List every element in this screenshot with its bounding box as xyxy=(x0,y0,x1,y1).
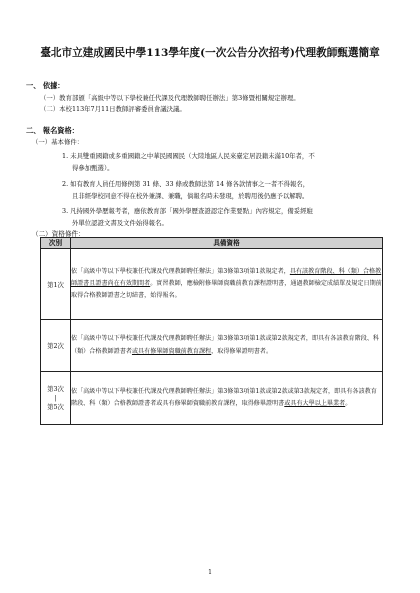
basic-item-3-line-1: 3. 凡持國外學歷報考者，應依教育部「國外學歷查證認定作業要點」內容規定，備妥經駐 xyxy=(62,207,313,215)
section-2-heading: 二、 報名資格： xyxy=(26,126,79,135)
page-number: 1 xyxy=(208,569,212,576)
row-3-text-a: 依「高級中等以下學校兼任代課及代理教師聘任辦法」第3條第3項第1款或第2款或第3款規定者，即具有各該教育階段、科（類）合格教師證書者或具有修畢師資職前教育課程，取得修畢證明書 xyxy=(71,387,377,407)
basic-item-1-line-1: 1. 未具雙重國籍或多重國籍之中華民國國民（大陸地區人民來臺定居設籍未滿10年者，不 xyxy=(62,152,315,160)
row-2-requirement xyxy=(71,320,383,372)
row-1-text-underlined: 具有該教育階段、科（類）合格教師證書且證書尚在有效期間者 xyxy=(71,267,382,287)
row-1-text-a: 依「高級中等以下學校兼任代課及代理教師聘任辦法」第3條第3項第1款規定者， xyxy=(71,267,290,275)
table-row xyxy=(41,320,383,372)
page-title: 臺北市立建成國民中學113學年度(一次公告分次招考)代理教師甄選簡章 xyxy=(40,47,380,59)
row-2-level: 第2次 xyxy=(41,320,71,372)
row-1-requirement xyxy=(71,249,383,320)
header-level: 次別 xyxy=(41,238,71,249)
row-3-level-start: 第3次 xyxy=(47,384,64,393)
row-3-text-underlined: 或具有大學以上畢業者 xyxy=(284,400,346,407)
header-qualification: 具備資格 xyxy=(71,238,383,249)
basis-item-2: （二）本校113年7月11日教師評審委員會議決議。 xyxy=(40,105,186,113)
basis-item-1: （一）教育部頒「高級中等以下學校兼任代課及代理教師聘任辦法」第3條暨相關規定辦理。 xyxy=(40,94,300,102)
section-1-heading: 一、 依據： xyxy=(26,81,65,90)
row-1-level: 第1次 xyxy=(41,249,71,320)
row-3-level-separator: | xyxy=(54,393,57,402)
row-2-text-b: ，取得修畢證明書者。 xyxy=(211,347,273,355)
row-3-requirement xyxy=(71,372,383,425)
table-row xyxy=(41,249,383,320)
basic-item-3-line-2: 外單位認證文書及文件始得報名。 xyxy=(72,219,168,227)
qualification-table xyxy=(40,237,383,425)
table-row xyxy=(41,372,383,425)
qualification-subheading: （二）資格條件： xyxy=(32,230,85,238)
row-2-text-a: 依「高級中等以下學校兼任代課及代理教師聘任辦法」第3條第3項第1款或第2款規定者，即具有各該教育階段、科（類）合格教師證書者 xyxy=(71,335,380,355)
row-3-text-b: 。 xyxy=(345,400,352,407)
basic-item-1-line-2: 得參加甄選）。 xyxy=(72,164,114,172)
row-2-text-underlined: 或具有修畢師資職前教育課程 xyxy=(131,347,212,355)
row-3-level-end: 第5次 xyxy=(47,402,64,411)
basic-item-2-line-2: 且非經學校同意不得在校外兼課、兼職，倘報名時未發現，於聘用後仍應予以解聘。 xyxy=(72,192,309,200)
row-1-text-b: 。實習教師，應檢附修畢師資職前教育課程證明書，通過教師檢定成績單及規定日期前取得合格教師證書之切結書，始得報名。 xyxy=(71,279,382,300)
basic-conditions-subheading: （一）基本條件： xyxy=(32,138,84,146)
basic-item-2-line-1: 2. 如有教育人員任用條例第 31 條、33 條或教師法第 14 條各款情事之一者不得報名， xyxy=(62,180,310,188)
row-3-level xyxy=(41,372,71,425)
